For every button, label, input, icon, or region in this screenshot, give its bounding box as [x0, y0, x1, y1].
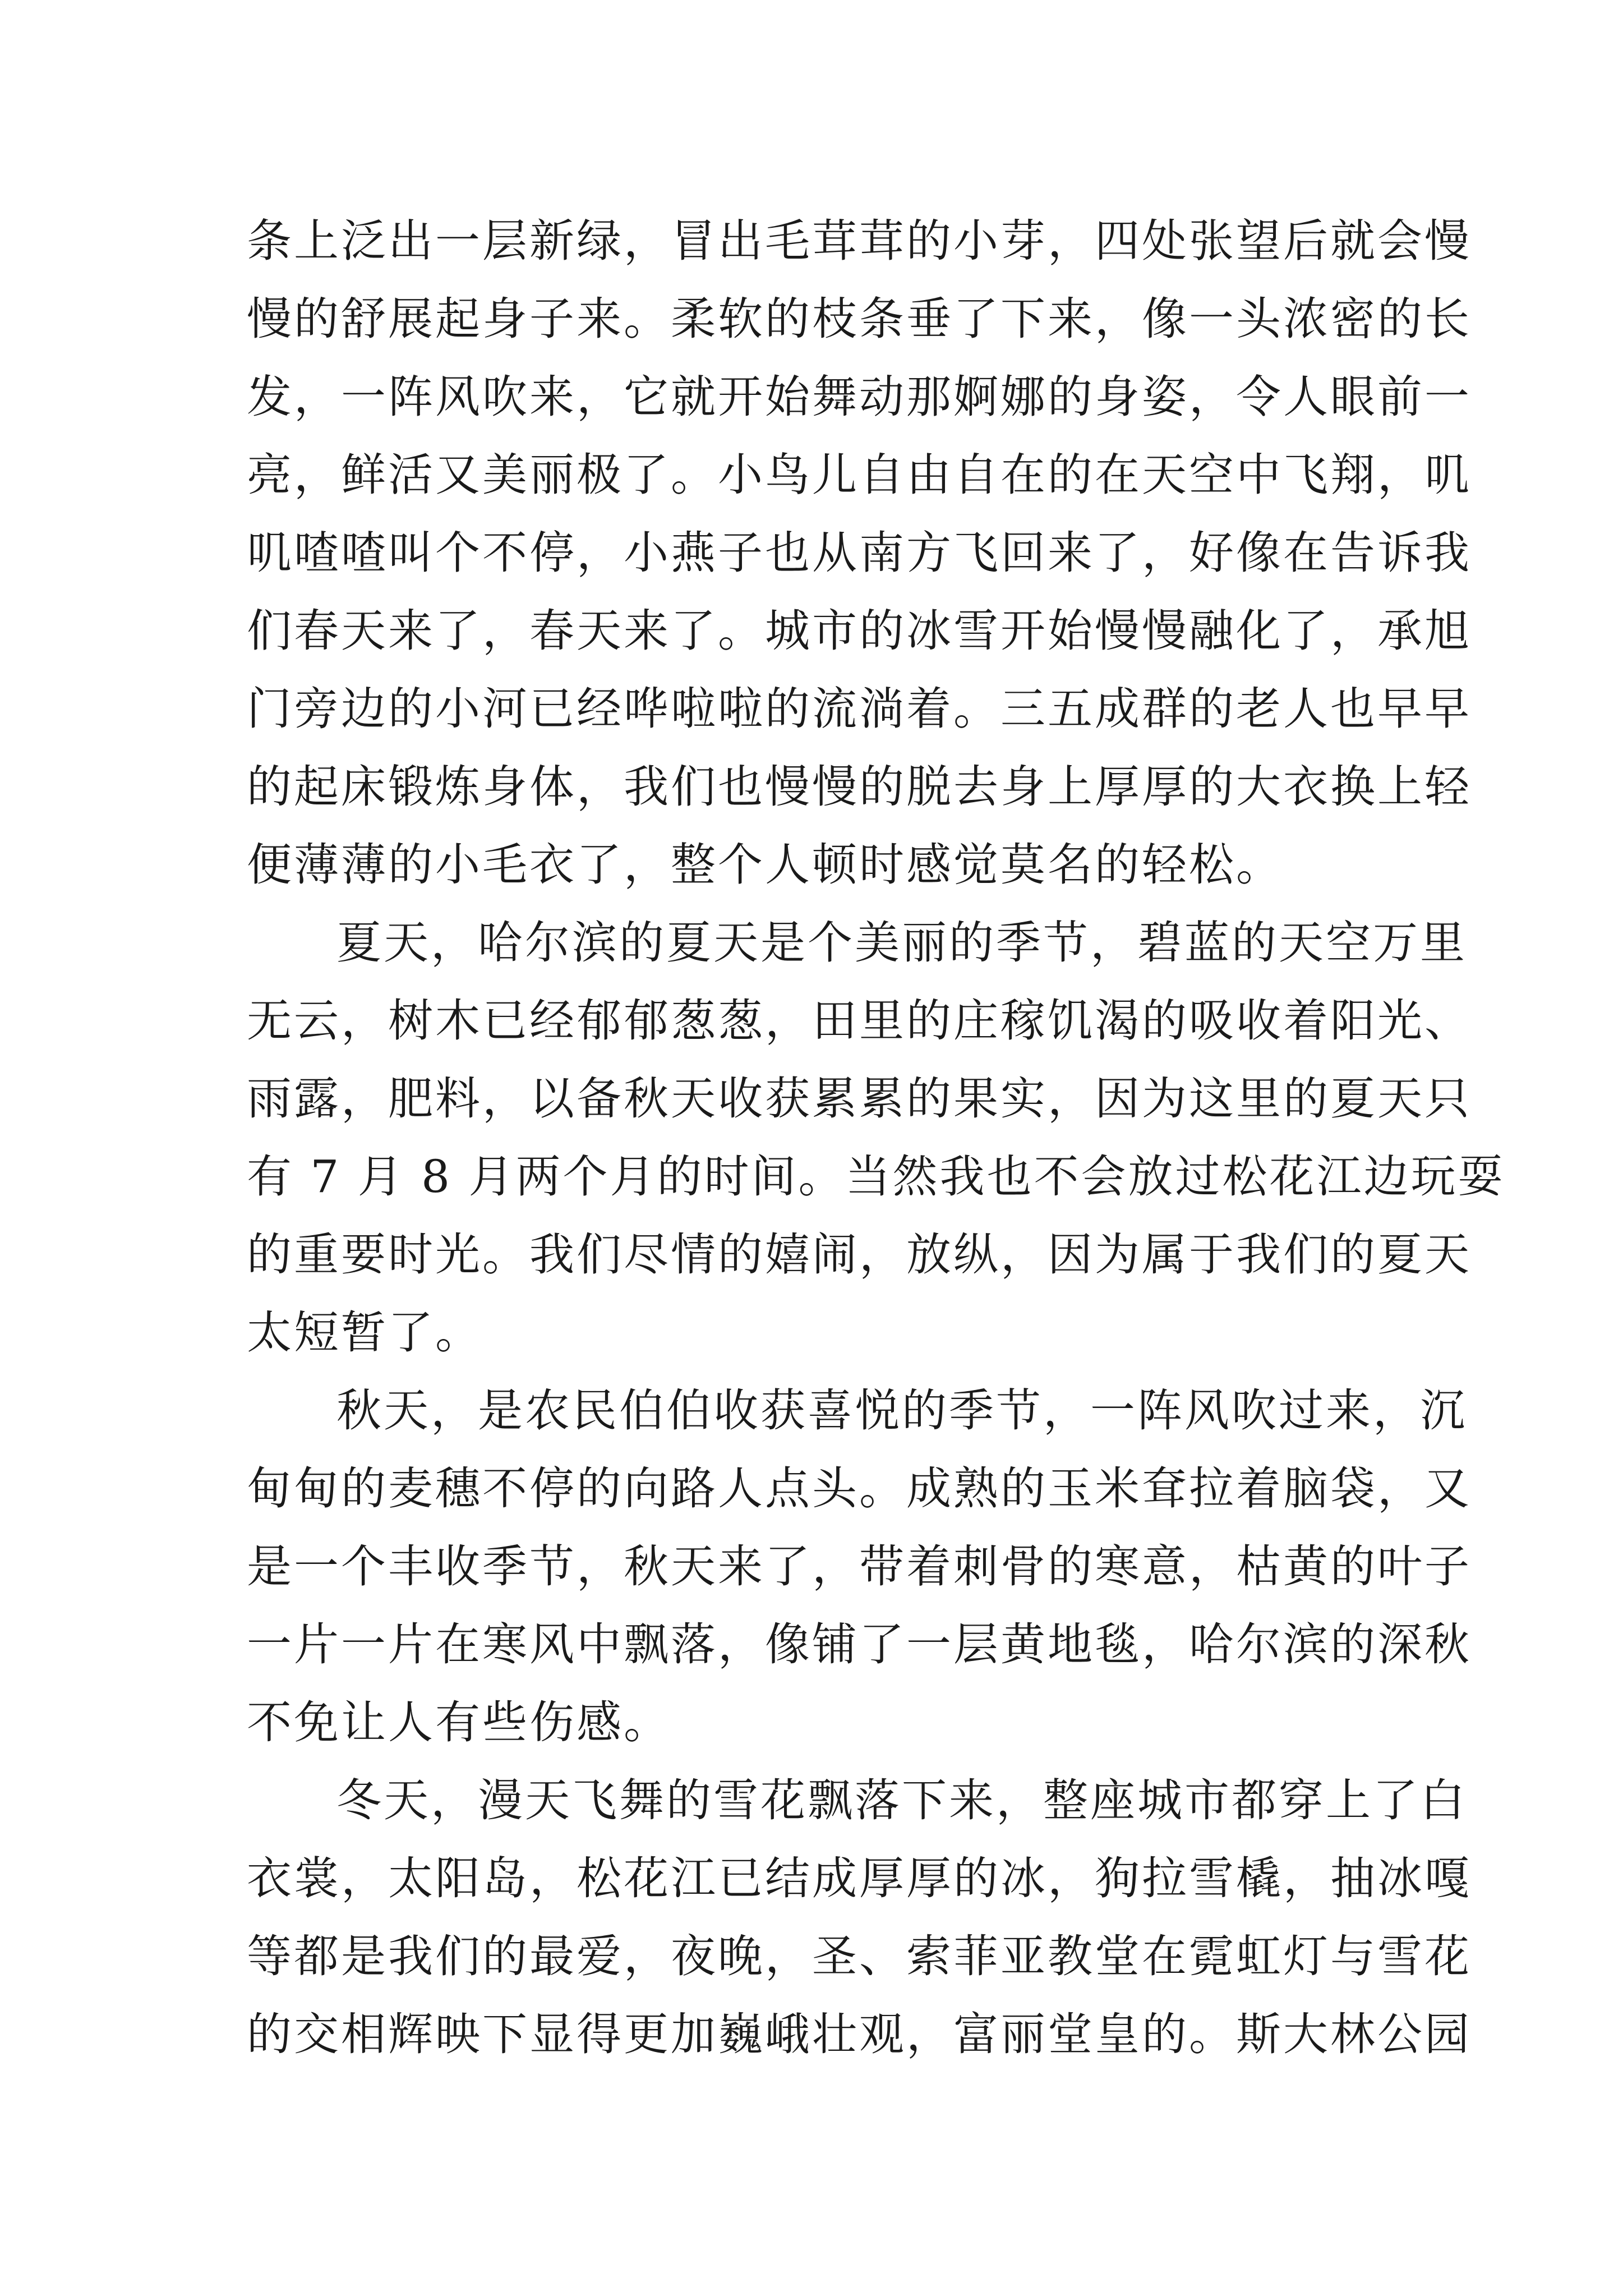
paragraph-start-summer: 夏天，哈尔滨的夏天是个美丽的季节，碧蓝的天空万里	[336, 917, 1467, 969]
text-line: 发，一阵风吹来，它就开始舞动那婀娜的身姿，令人眼前一	[247, 371, 1472, 423]
text-line: 一片一片在寒风中飘落，像铺了一层黄地毯，哈尔滨的深秋	[247, 1618, 1472, 1671]
text-line: 是一个丰收季节，秋天来了，带着刺骨的寒意，枯黄的叶子	[247, 1540, 1472, 1593]
paragraph-start-autumn: 秋天，是农民伯伯收获喜悦的季节，一阵风吹过来，沉	[336, 1384, 1467, 1437]
text-line: 的起床锻炼身体，我们也慢慢的脱去身上厚厚的大衣换上轻	[247, 761, 1472, 813]
text-line: 太短暂了。	[247, 1306, 482, 1359]
text-line: 无云，树木已经郁郁葱葱，田里的庄稼饥渴的吸收着阳光、	[247, 995, 1472, 1047]
text-line: 等都是我们的最爱，夜晚，圣、索菲亚教堂在霓虹灯与雪花	[247, 1930, 1472, 1982]
text-line: 的重要时光。我们尽情的嬉闹，放纵，因为属于我们的夏天	[247, 1228, 1472, 1281]
paragraph-start-winter: 冬天，漫天飞舞的雪花飘落下来，整座城市都穿上了白	[336, 1774, 1467, 1826]
text-line: 不免让人有些伤感。	[247, 1696, 671, 1749]
text-line: 雨露，肥料，以备秋天收获累累的果实，因为这里的夏天只	[247, 1073, 1472, 1125]
text-line: 有 7 月 8 月两个月的时间。当然我也不会放过松花江边玩耍	[247, 1151, 1505, 1203]
text-line: 叽喳喳叫个不停，小燕子也从南方飞回来了，好像在告诉我	[247, 527, 1472, 579]
text-line: 慢的舒展起身子来。柔软的枝条垂了下来，像一头浓密的长	[247, 293, 1472, 345]
text-line: 条上泛出一层新绿，冒出毛茸茸的小芽，四处张望后就会慢	[247, 215, 1472, 267]
text-line: 们春天来了，春天来了。城市的冰雪开始慢慢融化了，承旭	[247, 605, 1472, 657]
text-line: 衣裳，太阳岛，松花江已结成厚厚的冰，狗拉雪橇，抽冰嘎	[247, 1852, 1472, 1904]
text-line: 甸甸的麦穗不停的向路人点头。成熟的玉米耷拉着脑袋，又	[247, 1462, 1472, 1515]
text-line: 门旁边的小河已经哗啦啦的流淌着。三五成群的老人也早早	[247, 683, 1472, 735]
text-line: 亮，鲜活又美丽极了。小鸟儿自由自在的在天空中飞翔，叽	[247, 449, 1472, 501]
text-line: 便薄薄的小毛衣了，整个人顿时感觉莫名的轻松。	[247, 839, 1283, 891]
body-text	[247, 202, 1505, 2073]
text-line: 的交相辉映下显得更加巍峨壮观，富丽堂皇的。斯大林公园	[247, 2008, 1472, 2060]
